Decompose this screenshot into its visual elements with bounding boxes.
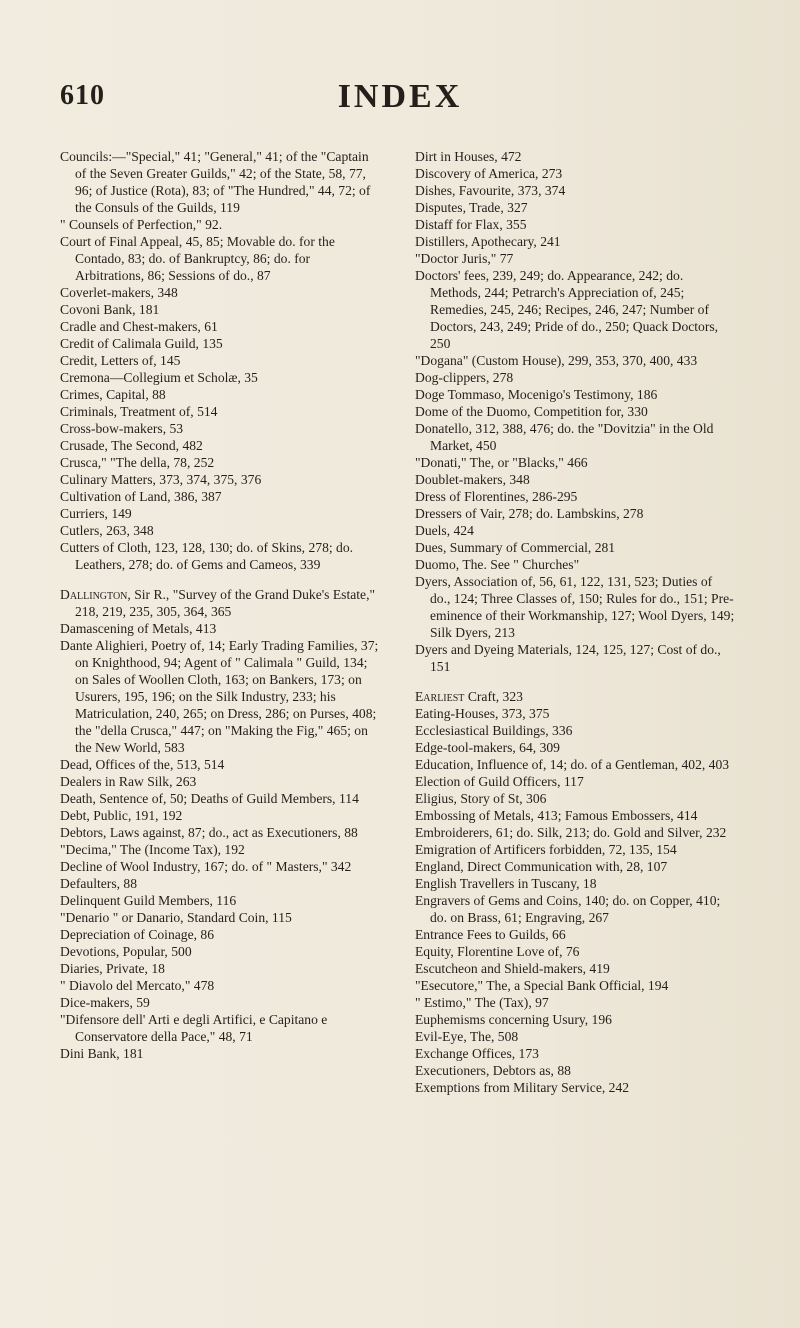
index-entry: Dallington, Sir R., "Survey of the Grand Duke's Estate," 218, 219, 235, 305, 364, 365 <box>60 587 376 619</box>
index-entry: Eligius, Story of St, 306 <box>415 791 547 806</box>
index-entry: " Diavolo del Mercato," 478 <box>60 978 215 993</box>
index-entry: Equity, Florentine Love of, 76 <box>415 944 580 959</box>
page-number: 610 <box>60 80 105 111</box>
index-entry: Donatello, 312, 388, 476; do. the "Dovitzia" in the Old Market, 450 <box>415 421 714 453</box>
index-entry: Dice-makers, 59 <box>60 995 150 1010</box>
index-entry: "Denario " or Danario, Standard Coin, 115 <box>60 910 292 925</box>
index-entry: " Counsels of Perfection," 92. <box>60 217 223 232</box>
index-entry: Damascening of Metals, 413 <box>60 621 217 636</box>
index-entry: Dishes, Favourite, 373, 374 <box>415 183 566 198</box>
index-entry: Dealers in Raw Silk, 263 <box>60 774 197 789</box>
index-entry: Edge-tool-makers, 64, 309 <box>415 740 560 755</box>
index-entry: Depreciation of Coinage, 86 <box>60 927 215 942</box>
index-entry: Entrance Fees to Guilds, 66 <box>415 927 566 942</box>
index-entry: England, Direct Communication with, 28, 107 <box>415 859 668 874</box>
index-entry: Curriers, 149 <box>60 506 132 521</box>
index-entry: Doctors' fees, 239, 249; do. Appearance, 242; do. Methods, 244; Petrarch's Appreciation of, 245; Remedies, 245, 246; Recipes, 246, 247; Number of Doctors, 243, 249; Pride of do., 250; Quack Doctors, 250 <box>415 268 719 351</box>
index-entry: Dante Alighieri, Poetry of, 14; Early Trading Families, 37; on Knighthood, 94; Agent of " Calimala " Guild, 134; on Sales of Woollen Cloth, 163; on Bankers, 173; on Usurers, 195, 196; on the Silk Industry, 233; his Matriculation, 240, 265; on Dress, 286; on Purses, 408; the "della Crusca," 447; on "Making the Fig," 465; on the New World, 583 <box>60 638 379 755</box>
index-entry: Embossing of Metals, 413; Famous Embossers, 414 <box>415 808 698 823</box>
index-entry: Dyers and Dyeing Materials, 124, 125, 127; Cost of do., 151 <box>415 642 721 674</box>
index-entry: Credit of Calimala Guild, 135 <box>60 336 223 351</box>
index-entry: Cutters of Cloth, 123, 128, 130; do. of Skins, 278; do. Leathers, 278; do. of Gems and Cameos, 339 <box>60 540 354 572</box>
index-entry: Education, Influence of, 14; do. of a Gentleman, 402, 403 <box>415 757 730 772</box>
index-entry: Doublet-makers, 348 <box>415 472 530 487</box>
index-entry: Cutlers, 263, 348 <box>60 523 154 538</box>
index-entry: Election of Guild Officers, 117 <box>415 774 584 789</box>
index-entry: Ecclesiastical Buildings, 336 <box>415 723 573 738</box>
index-entry: Dues, Summary of Commercial, 281 <box>415 540 616 555</box>
index-entry: Debt, Public, 191, 192 <box>60 808 183 823</box>
index-entry: Exchange Offices, 173 <box>415 1046 539 1061</box>
index-entry: Dead, Offices of the, 513, 514 <box>60 757 225 772</box>
index-entry: "Esecutore," The, a Special Bank Official, 194 <box>415 978 669 993</box>
index-entry: Crusade, The Second, 482 <box>60 438 203 453</box>
entry-lead-word: Dallington <box>60 587 128 602</box>
index-entry: Coverlet-makers, 348 <box>60 285 178 300</box>
index-entry: "Doctor Juris," 77 <box>415 251 514 266</box>
index-entry: Embroiderers, 61; do. Silk, 213; do. Gold and Silver, 232 <box>415 825 727 840</box>
index-entry: Covoni Bank, 181 <box>60 302 160 317</box>
index-entry: Escutcheon and Shield-makers, 419 <box>415 961 610 976</box>
index-entry: Crimes, Capital, 88 <box>60 387 166 402</box>
index-entry: Court of Final Appeal, 45, 85; Movable do. for the Contado, 83; do. of Bankruptcy, 86; do. for Arbitrations, 86; Sessions of do., 87 <box>60 234 335 283</box>
index-entry: Eating-Houses, 373, 375 <box>415 706 550 721</box>
index-entry: Executioners, Debtors as, 88 <box>415 1063 571 1078</box>
index-entry: "Dogana" (Custom House), 299, 353, 370, 400, 433 <box>415 353 698 368</box>
index-entry: Duels, 424 <box>415 523 474 538</box>
index-entry: Councils:—"Special," 41; "General," 41; of the "Captain of the Seven Greater Guilds," 42; of the State, 58, 77, 96; of Justice (Rota), 83; of "The Hundred," 44, 72; of the Consuls of the Guilds, 119 <box>60 149 371 215</box>
index-entry: Cultivation of Land, 386, 387 <box>60 489 222 504</box>
index-entry: Distaff for Flax, 355 <box>415 217 527 232</box>
index-entry: Defaulters, 88 <box>60 876 138 891</box>
index-entry: Dog-clippers, 278 <box>415 370 514 385</box>
index-entry: Credit, Letters of, 145 <box>60 353 181 368</box>
index-entry: Euphemisms concerning Usury, 196 <box>415 1012 612 1027</box>
index-entry: Dyers, Association of, 56, 61, 122, 131, 523; Duties of do., 124; Three Classes of, 150; Rules for do., 151; Pre-eminence of their Workmanship, 127; Wool Dyers, 149; Silk Dyers, 213 <box>415 574 735 640</box>
running-head-title: INDEX <box>337 78 463 115</box>
index-entry: Delinquent Guild Members, 116 <box>60 893 237 908</box>
index-entry: Cross-bow-makers, 53 <box>60 421 184 436</box>
index-entry: English Travellers in Tuscany, 18 <box>415 876 597 891</box>
index-column-left <box>60 148 380 1062</box>
index-entry: Exemptions from Military Service, 242 <box>415 1080 630 1095</box>
index-entry: Discovery of America, 273 <box>415 166 563 181</box>
index-entry: Criminals, Treatment of, 514 <box>60 404 218 419</box>
index-entry: Dress of Florentines, 286-295 <box>415 489 578 504</box>
index-entry: "Donati," The, or "Blacks," 466 <box>415 455 588 470</box>
index-entry: Disputes, Trade, 327 <box>415 200 528 215</box>
index-entry: Cremona—Collegium et Scholæ, 35 <box>60 370 258 385</box>
index-entry: Debtors, Laws against, 87; do., act as Executioners, 88 <box>60 825 358 840</box>
entry-lead-word: Earliest <box>415 689 465 704</box>
index-entry: Dome of the Duomo, Competition for, 330 <box>415 404 648 419</box>
index-entry: Decline of Wool Industry, 167; do. of " Masters," 342 <box>60 859 352 874</box>
index-entry: Engravers of Gems and Coins, 140; do. on Copper, 410; do. on Brass, 61; Engraving, 267 <box>415 893 721 925</box>
index-entry: Culinary Matters, 373, 374, 375, 376 <box>60 472 262 487</box>
index-entry: Dirt in Houses, 472 <box>415 149 522 164</box>
index-entry: Diaries, Private, 18 <box>60 961 165 976</box>
index-entry: Earliest Craft, 323 <box>415 689 523 704</box>
index-entry: Distillers, Apothecary, 241 <box>415 234 561 249</box>
index-entry: Emigration of Artificers forbidden, 72, 135, 154 <box>415 842 677 857</box>
index-entry: Dressers of Vair, 278; do. Lambskins, 278 <box>415 506 644 521</box>
index-entry: "Decima," The (Income Tax), 192 <box>60 842 245 857</box>
index-entry: "Difensore dell' Arti e degli Artifici, e Capitano e Conservatore della Pace," 48, 71 <box>60 1012 328 1044</box>
index-column-right <box>415 148 735 1096</box>
index-entry: Crusca," "The della, 78, 252 <box>60 455 215 470</box>
index-entry: Devotions, Popular, 500 <box>60 944 192 959</box>
index-entry: Doge Tommaso, Mocenigo's Testimony, 186 <box>415 387 658 402</box>
index-entry: Dini Bank, 181 <box>60 1046 144 1061</box>
index-entry: Cradle and Chest-makers, 61 <box>60 319 218 334</box>
index-entry: Evil-Eye, The, 508 <box>415 1029 519 1044</box>
index-entry: Duomo, The. See " Churches" <box>415 557 580 572</box>
index-entry: " Estimo," The (Tax), 97 <box>415 995 549 1010</box>
index-entry: Death, Sentence of, 50; Deaths of Guild Members, 114 <box>60 791 359 806</box>
